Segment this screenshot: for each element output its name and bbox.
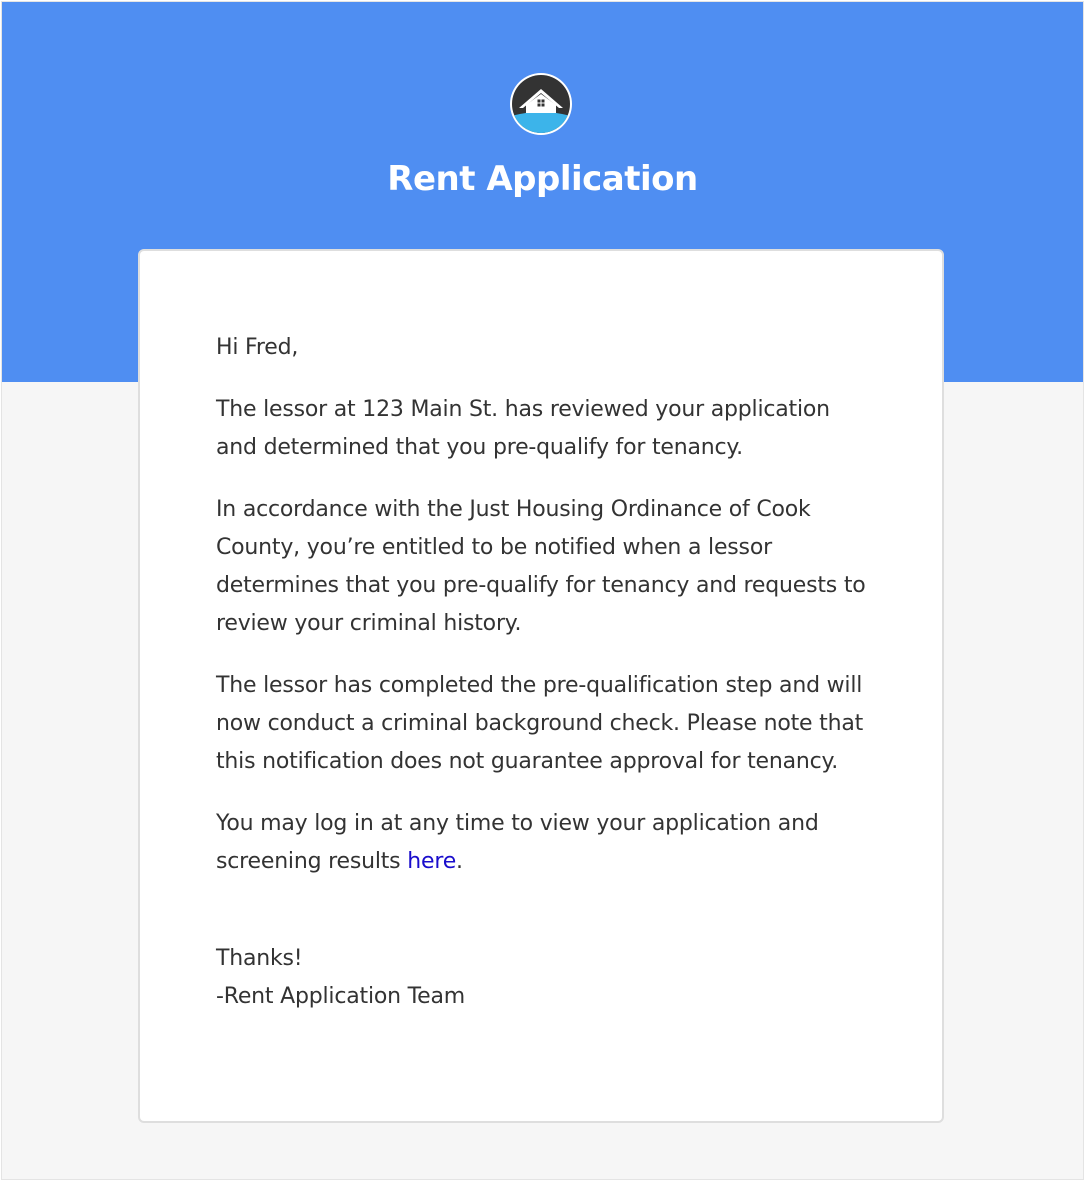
email-frame	[1, 1, 1084, 1180]
here-link[interactable]: here	[407, 849, 457, 874]
email-body	[216, 329, 876, 1016]
greeting: Hi Fred,	[216, 335, 299, 360]
email-card	[138, 249, 944, 1123]
house-logo-icon	[509, 72, 573, 136]
brand-title: Rent Application	[387, 159, 698, 199]
paragraph-ordinance: In accordance with the Just Housing Ordinance of Cook County, you’re entitled to be notified when a lessor determines that you pre-qualify for tenancy and requests to review your criminal history.	[216, 497, 866, 636]
login-period: .	[456, 849, 463, 874]
login-text: You may log in at any time to view your application and screening results	[216, 811, 819, 874]
signoff-team: -Rent Application Team	[216, 984, 465, 1009]
signoff-thanks: Thanks!	[216, 946, 303, 971]
paragraph-prequalify: The lessor at 123 Main St. has reviewed your application and determined that you pre-qualify for tenancy.	[216, 397, 830, 460]
paragraph-login	[216, 805, 876, 881]
signoff	[216, 940, 876, 1016]
paragraph-background-check: The lessor has completed the pre-qualification step and will now conduct a criminal background check. Please note that this notification does not guarantee approval for tenancy.	[216, 673, 864, 774]
